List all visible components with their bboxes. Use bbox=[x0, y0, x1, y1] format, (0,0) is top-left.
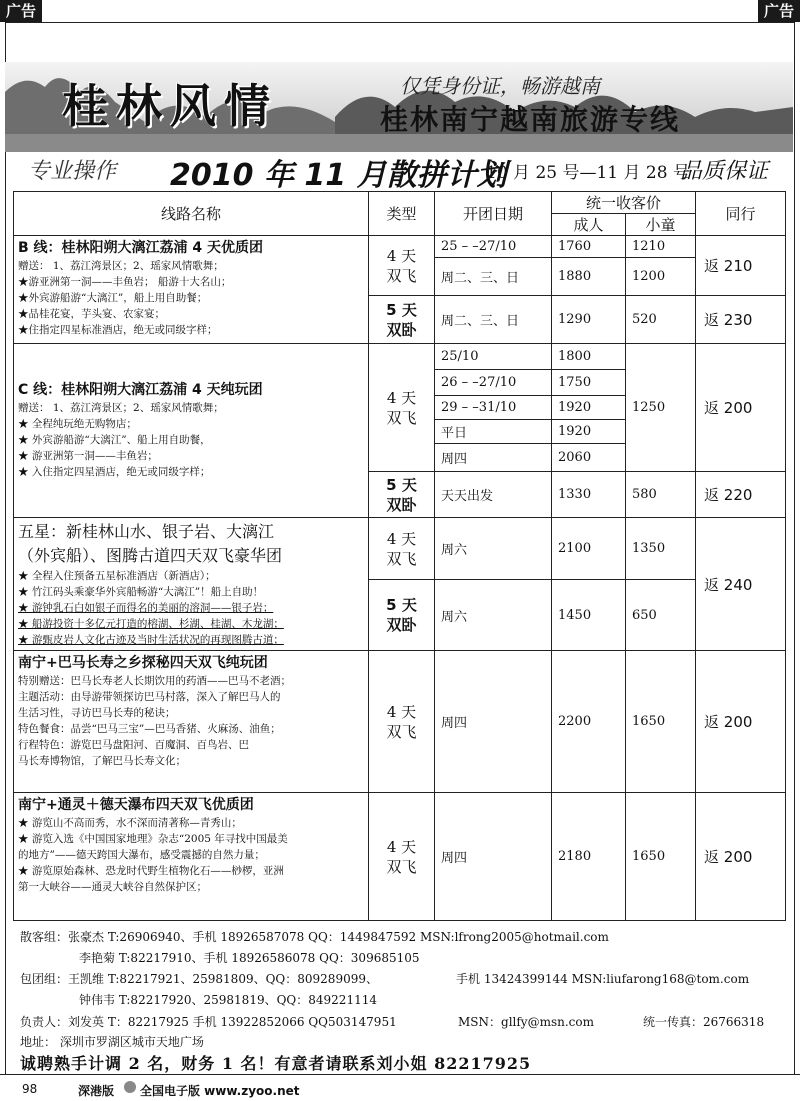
route-b-date-2: 周二、三、日 bbox=[435, 258, 552, 296]
route-c-adult-4: 1920 bbox=[552, 420, 626, 444]
route-b-child-3: 520 bbox=[626, 296, 696, 344]
route-c-date-2: 26 – –27/10 bbox=[435, 370, 552, 396]
route-c-adult-5: 2060 bbox=[552, 444, 626, 472]
route-nanning-bama-type: 4 天 双飞 bbox=[369, 651, 435, 793]
route-nanning-tongling-child: 1650 bbox=[626, 793, 696, 921]
recruitment-notice: 诚聘熟手计调 2 名，财务 1 名！有意者请联系刘小姐 82217925 bbox=[20, 1054, 532, 1073]
route-b-return-1: 返 210 bbox=[696, 236, 786, 296]
route-five-star-title-2: （外宾船）、图腾古道四天双飞豪华团 bbox=[18, 546, 283, 565]
route-nanning-bama-line: 主题活动：由导游带领探访巴马村落，深入了解巴马人的 bbox=[18, 691, 281, 703]
route-c-line: ★ 游亚洲第一洞——丰鱼岩； bbox=[18, 450, 158, 462]
route-nanning-tongling-line: 第一大峡谷——通灵大峡谷自然保护区； bbox=[18, 881, 207, 893]
ad-tag-right: 广告 bbox=[758, 0, 800, 22]
contact-line-6: 地址： 深圳市罗湖区城市天地广场 bbox=[20, 1035, 204, 1049]
footer-site: 全国电子版 www.zyoo.net bbox=[140, 1084, 300, 1098]
headline bbox=[20, 152, 795, 193]
route-nanning-bama-line: 行程特色：游览巴马盘阳河、百魔洞、百鸟岩、巴 bbox=[18, 739, 249, 751]
header-route: 线路名称 bbox=[14, 192, 369, 236]
route-b-date-3: 周二、三、日 bbox=[435, 296, 552, 344]
route-nanning-bama-child: 1650 bbox=[626, 651, 696, 793]
route-nanning-bama-line: 生活习性，寻访巴马长寿的秘诀； bbox=[18, 707, 176, 719]
contact-line-4: 钟伟韦 T:82217920、25981819、QQ：849221114 bbox=[79, 993, 377, 1007]
headline-quality: 品质保证 bbox=[680, 159, 769, 184]
route-five-star-type-1: 4 天 双飞 bbox=[369, 518, 435, 580]
route-b-line: 赠送： 1、荔江湾景区；2、瑶家风情歌舞； bbox=[18, 260, 224, 272]
header-type: 类型 bbox=[369, 192, 435, 236]
route-c-line: ★ 入住指定四星酒店，绝无或同级字样； bbox=[18, 466, 211, 478]
contact-line-3a: 包团组：王凯维 T:82217921、25981809、QQ：809289099、 bbox=[20, 972, 378, 986]
header-date: 开团日期 bbox=[435, 192, 552, 236]
headline-plan: 2010 年 11 月散拼计划 bbox=[170, 158, 507, 193]
route-c-line: ★ 全程纯玩绝无购物店； bbox=[18, 418, 137, 430]
route-c-date-4: 平日 bbox=[435, 420, 552, 444]
route-nanning-tongling-date: 周四 bbox=[435, 793, 552, 921]
route-nanning-bama bbox=[14, 651, 369, 793]
route-c-date-5: 周四 bbox=[435, 444, 552, 472]
brand-title: 桂林风情 bbox=[62, 79, 278, 133]
route-b-title: B 线：桂林阳朔大漓江荔浦 4 天优质团 bbox=[18, 240, 264, 256]
route-five-star-line: ★ 全程入住预备五星标准酒店（新酒店）； bbox=[18, 570, 216, 582]
route-b-type-2: 5 天 双卧 bbox=[369, 296, 435, 344]
contact-line-1: 散客组：张豪杰 T:26906940、手机 18926587078 QQ：1449847592 MSN:lfrong2005@hotmail.com bbox=[20, 930, 609, 944]
route-nanning-bama-adult: 2200 bbox=[552, 651, 626, 793]
route-c-title: C 线：桂林阳朔大漓江荔浦 4 天纯玩团 bbox=[18, 382, 263, 398]
route-b-line: ★品桂花宴，芋头宴、农家宴； bbox=[18, 308, 165, 320]
contact-line-3b: 手机 13424399144 MSN:liufarong168@tom.com bbox=[456, 972, 750, 986]
contact-line-5c: 统一传真：26766318 bbox=[643, 1015, 765, 1029]
route-nanning-bama-title: 南宁+巴马长寿之乡探秘四天双飞纯玩团 bbox=[18, 655, 268, 671]
route-b-line: ★游亚洲第一洞——丰鱼岩； 船游十大名山； bbox=[18, 276, 232, 288]
route-c-type-1: 4 天 双飞 bbox=[369, 344, 435, 472]
route-c bbox=[14, 344, 369, 518]
route-nanning-bama-return: 返 200 bbox=[696, 651, 786, 793]
route-five-star-line: ★ 船游投资十多亿元打造的榕湖、杉湖、桂湖、木龙湖； bbox=[18, 618, 284, 630]
route-b-type-1: 4 天 双飞 bbox=[369, 236, 435, 296]
contact-line-2: 李艳菊 T:82217910、手机 18926586078 QQ：309685105 bbox=[79, 951, 420, 965]
route-c-child-6: 580 bbox=[626, 472, 696, 518]
route-nanning-bama-line: 特色餐食：品尝“巴马三宝”—巴马香猪、火麻汤、油鱼； bbox=[18, 723, 281, 735]
route-nanning-bama-date: 周四 bbox=[435, 651, 552, 793]
route-c-date-6: 天天出发 bbox=[435, 472, 552, 518]
route-c-adult-6: 1330 bbox=[552, 472, 626, 518]
route-c-line: ★ 外宾游船游“大漓江”、船上用自助餐， bbox=[18, 434, 211, 446]
route-c-line: 赠送： 1、荔江湾景区；2、瑶家风情歌舞； bbox=[18, 402, 224, 414]
route-nanning-tongling-line: ★ 游览山不高而秀，水不深而清著称—青秀山； bbox=[18, 817, 242, 829]
route-nanning-tongling-type: 4 天 双飞 bbox=[369, 793, 435, 921]
route-b-line: ★外宾游船游“大漓江”，船上用自助餐； bbox=[18, 292, 208, 304]
route-b-line: ★住指定四星标准酒店，绝无或同级字样； bbox=[18, 324, 218, 336]
route-b-adult-2: 1880 bbox=[552, 258, 626, 296]
route-nanning-bama-line: 特别赠送：巴马长寿老人长期饮用的药酒——巴马不老酒； bbox=[18, 675, 291, 687]
page-number: 98 bbox=[22, 1082, 38, 1096]
route-five-star-line: ★ 竹江码头乘豪华外宾船畅游“大漓江”！船上自助！ bbox=[18, 586, 264, 598]
route-b-child-1: 1210 bbox=[626, 236, 696, 258]
slogan-route: 桂林南宁越南旅游专线 bbox=[380, 103, 681, 136]
route-c-adult-1: 1800 bbox=[552, 344, 626, 370]
route-nanning-tongling-return: 返 200 bbox=[696, 793, 786, 921]
footer-logo-icon bbox=[124, 1081, 136, 1093]
tour-table bbox=[13, 191, 786, 921]
header-child: 小童 bbox=[626, 214, 696, 236]
route-b-adult-3: 1290 bbox=[552, 296, 626, 344]
route-c-return-1: 返 200 bbox=[696, 344, 786, 472]
route-five-star-adult-2: 1450 bbox=[552, 580, 626, 651]
route-five-star-date-1: 周六 bbox=[435, 518, 552, 580]
route-five-star-line: ★ 游钟乳石白如银子而得名的美丽的溶洞——银子岩； bbox=[18, 602, 274, 614]
route-nanning-tongling-title: 南宁+通灵＋德天瀑布四天双飞优质团 bbox=[18, 797, 254, 813]
route-five-star-child-1: 1350 bbox=[626, 518, 696, 580]
route-c-date-3: 29 – –31/10 bbox=[435, 396, 552, 420]
header-adult: 成人 bbox=[552, 214, 626, 236]
route-five-star-date-2: 周六 bbox=[435, 580, 552, 651]
contact-line-5b: MSN：gllfy@msn.com bbox=[458, 1015, 594, 1029]
page-footer bbox=[0, 1074, 800, 1101]
route-b-child-2: 1200 bbox=[626, 258, 696, 296]
route-nanning-bama-line: 马长寿博物馆，了解巴马长寿文化； bbox=[18, 755, 186, 767]
route-five-star-line: ★ 游甄皮岩人文化古迹及当时生活状况的再现图腾古道； bbox=[18, 634, 284, 646]
route-nanning-tongling-line: ★ 游览入选《中国国家地理》杂志“2005 年寻找中国最美 bbox=[18, 833, 288, 845]
ad-tag-left: 广告 bbox=[0, 0, 42, 22]
route-five-star-type-2: 5 天 双卧 bbox=[369, 580, 435, 651]
contact-line-5a: 负责人：刘发英 T：82217925 手机 13922852066 QQ503147951 bbox=[20, 1015, 397, 1029]
route-c-child: 1250 bbox=[626, 344, 696, 472]
slogan-passport: 仅凭身份证，畅游越南 bbox=[400, 74, 600, 98]
route-b-return-2: 返 230 bbox=[696, 296, 786, 344]
route-c-date-1: 25/10 bbox=[435, 344, 552, 370]
route-five-star-title-1: 五星：新桂林山水、银子岩、大漓江 bbox=[18, 522, 275, 541]
route-c-return-2: 返 220 bbox=[696, 472, 786, 518]
route-b bbox=[14, 236, 369, 344]
route-b-adult-1: 1760 bbox=[552, 236, 626, 258]
route-nanning-tongling-line: 的地方”——德天跨国大瀑布，感受震撼的自然力量； bbox=[18, 849, 265, 861]
route-five-star-child-2: 650 bbox=[626, 580, 696, 651]
route-c-type-2: 5 天 双卧 bbox=[369, 472, 435, 518]
route-b-date-1: 25 – –27/10 bbox=[435, 236, 552, 258]
route-five-star-return: 返 240 bbox=[696, 518, 786, 651]
headline-dates: 10 月 25 号—11 月 28 号 bbox=[486, 163, 690, 183]
route-c-adult-2: 1750 bbox=[552, 370, 626, 396]
route-five-star bbox=[14, 518, 369, 651]
route-nanning-tongling-line: ★ 游览原始森林、恐龙时代野生植物化石——桫椤，亚洲 bbox=[18, 865, 284, 877]
footer-section: 深港版 bbox=[78, 1084, 115, 1098]
route-nanning-tongling bbox=[14, 793, 369, 921]
headline-professional: 专业操作 bbox=[28, 159, 117, 184]
route-nanning-tongling-adult: 2180 bbox=[552, 793, 626, 921]
route-c-adult-3: 1920 bbox=[552, 396, 626, 420]
header-price: 统一收客价 bbox=[552, 192, 696, 214]
route-five-star-adult-1: 2100 bbox=[552, 518, 626, 580]
header-peer: 同行 bbox=[696, 192, 786, 236]
